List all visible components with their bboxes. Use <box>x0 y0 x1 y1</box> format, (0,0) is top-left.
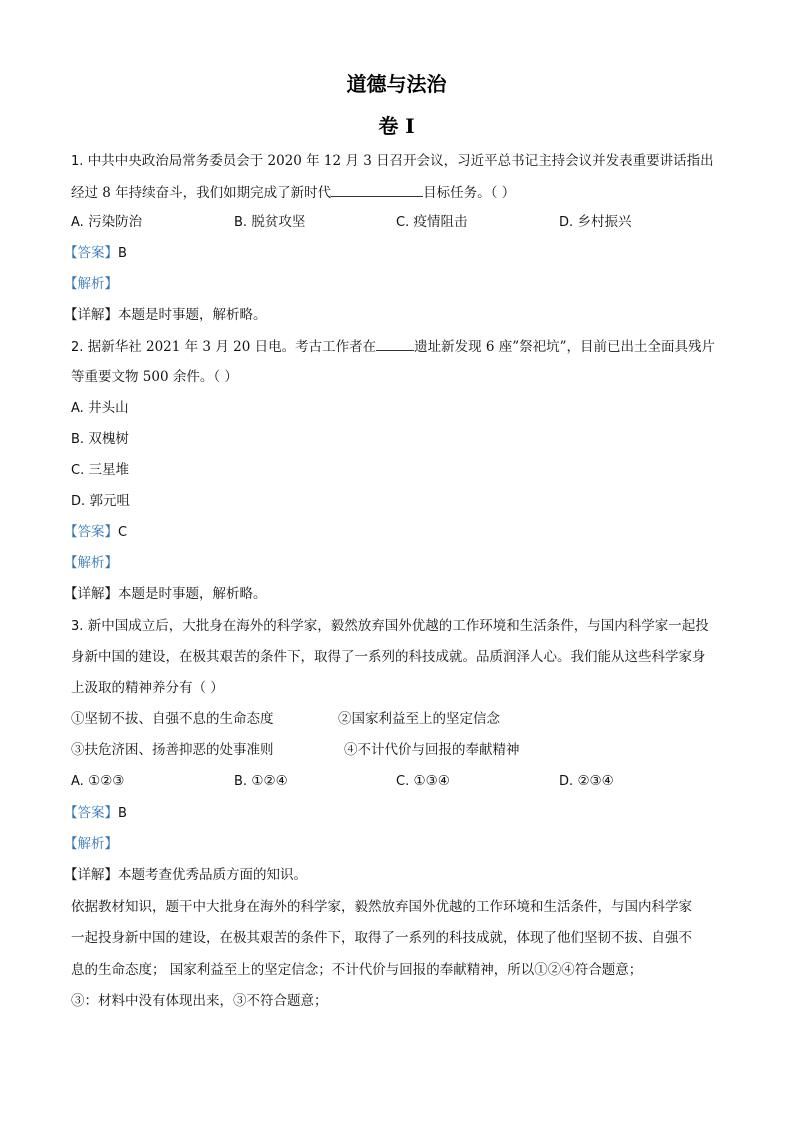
fill-blank <box>331 182 423 197</box>
question-3-statement-2: ②国家利益至上的坚定信念 <box>338 711 500 727</box>
question-2-option-d <box>71 491 130 512</box>
detail-text: 本题考查优秀品质方面的知识。 <box>118 867 307 883</box>
option-label: A. <box>71 215 84 230</box>
question-3-stem-line-3: 上汲取的精神养分有（ ） <box>71 680 224 696</box>
question-3-analysis-tag: 【解析】 <box>64 836 118 852</box>
question-3-statement-4: ④不计代价与回报的奉献精神 <box>344 742 520 758</box>
question-1-option-d <box>559 212 631 233</box>
option-label: C. <box>396 774 410 789</box>
option-text: ①②③ <box>88 773 125 789</box>
option-label: B. <box>234 774 248 789</box>
question-2-answer <box>64 522 127 543</box>
question-3-answer <box>64 803 127 824</box>
question-3-option-a <box>71 771 124 792</box>
option-label: A. <box>71 774 84 789</box>
explanation-line-1: 依据教材知识，题干中大批身在海外的科学家，毅然放弃国外优越的工作环境和生活条件，与国内科学家 <box>71 899 692 915</box>
question-1-option-b <box>234 212 305 233</box>
explanation-line-2: 一起投身新中国的建设，在极其艰苦的条件下，取得了一系列的科技成就，体现了他们坚韧不拔、自强不 <box>71 930 692 946</box>
section-title: 卷 I <box>378 114 415 138</box>
question-3-stem-line-1 <box>71 616 709 637</box>
detail-tag: 【详解】 <box>64 867 118 883</box>
question-2-stem-line-2: 等重要文物 500 余件。（ ） <box>71 369 238 385</box>
question-text: 遗址新发现 6 座”祭祀坑”，目前已出土全面具残片 <box>414 339 716 355</box>
question-1-analysis-tag: 【解析】 <box>64 276 118 292</box>
explanation-line-4: ③：材料中没有体现出来，③不符合题意； <box>71 993 328 1009</box>
question-text: 中共中央政治局常务委员会于 2020 年 12 月 3 日召开会议，习近平总书记主持会议并发表重要讲话指出 <box>87 153 714 169</box>
option-label: B. <box>234 215 248 230</box>
question-number: 2. <box>71 340 84 355</box>
option-text: 三星堆 <box>88 462 130 478</box>
option-text: 双槐树 <box>88 431 129 447</box>
question-1-stem-line-1 <box>71 151 714 172</box>
option-text: 郭元咀 <box>89 493 130 509</box>
question-2-detail <box>64 584 267 604</box>
question-2-stem-line-1 <box>71 336 715 358</box>
option-label: D. <box>71 494 86 509</box>
question-3-statement-3: ③扶危济困、扬善抑恶的处事准则 <box>71 742 274 758</box>
question-2-option-b <box>71 429 129 450</box>
question-text: 目标任务。（ ） <box>423 185 516 201</box>
question-1-answer <box>64 243 127 264</box>
option-label: D. <box>559 774 574 789</box>
question-number: 3. <box>71 619 84 634</box>
question-3-detail <box>64 865 307 885</box>
option-label: B. <box>71 432 85 447</box>
detail-text: 本题是时事题，解析略。 <box>118 307 267 323</box>
option-text: 脱贫攻坚 <box>251 214 306 230</box>
option-text: 污染防治 <box>88 214 143 230</box>
question-3-statement-1: ①坚韧不拔、自强不息的生命态度 <box>71 711 274 727</box>
question-3-stem-line-2: 身新中国的建设，在极其艰苦的条件下，取得了一系列的科技成就。品质润泽人心。我们能从这些科学家身 <box>71 649 706 665</box>
option-text: 疫情阻击 <box>413 214 468 230</box>
question-text: 经过 8 年持续奋斗，我们如期完成了新时代 <box>71 185 332 201</box>
answer-tag: 【答案】 <box>64 524 118 540</box>
question-1-detail <box>64 305 267 325</box>
option-text: ①②④ <box>251 773 288 789</box>
document-title: 道德与法治 <box>346 72 447 96</box>
option-text: ①③④ <box>413 773 450 789</box>
answer-tag: 【答案】 <box>64 245 118 261</box>
question-1-stem-line-2 <box>71 182 515 203</box>
option-label: D. <box>559 215 574 230</box>
answer-value: C <box>118 525 128 540</box>
question-1-option-c <box>396 212 468 233</box>
option-label: C. <box>71 463 85 478</box>
answer-value: B <box>118 246 127 261</box>
detail-text: 本题是时事题，解析略。 <box>118 586 267 602</box>
option-label: A. <box>71 401 84 416</box>
explanation-line-3: 息的生命态度； 国家利益至上的坚定信念；不计代价与回报的奉献精神，所以①②④符合题意； <box>71 962 643 978</box>
question-3-option-b <box>234 771 288 792</box>
option-text: 乡村振兴 <box>577 214 632 230</box>
question-number: 1. <box>71 154 84 169</box>
fill-blank <box>376 336 414 351</box>
option-text: ②③④ <box>577 773 614 789</box>
question-1-option-a <box>71 212 142 233</box>
question-3-option-c <box>396 771 450 792</box>
answer-tag: 【答案】 <box>64 805 118 821</box>
question-text: 新中国成立后，大批身在海外的科学家，毅然放弃国外优越的工作环境和生活条件，与国内科学家一起投 <box>87 618 709 634</box>
detail-tag: 【详解】 <box>64 307 118 323</box>
question-2-option-a <box>71 398 129 419</box>
answer-value: B <box>118 806 127 821</box>
question-2-analysis-tag: 【解析】 <box>64 555 118 571</box>
question-text: 据新华社 2021 年 3 月 20 日电。考古工作者在 <box>87 339 377 355</box>
option-text: 井头山 <box>88 400 129 416</box>
detail-tag: 【详解】 <box>64 586 118 602</box>
question-2-option-c <box>71 460 129 481</box>
question-3-option-d <box>559 771 614 792</box>
option-label: C. <box>396 215 410 230</box>
